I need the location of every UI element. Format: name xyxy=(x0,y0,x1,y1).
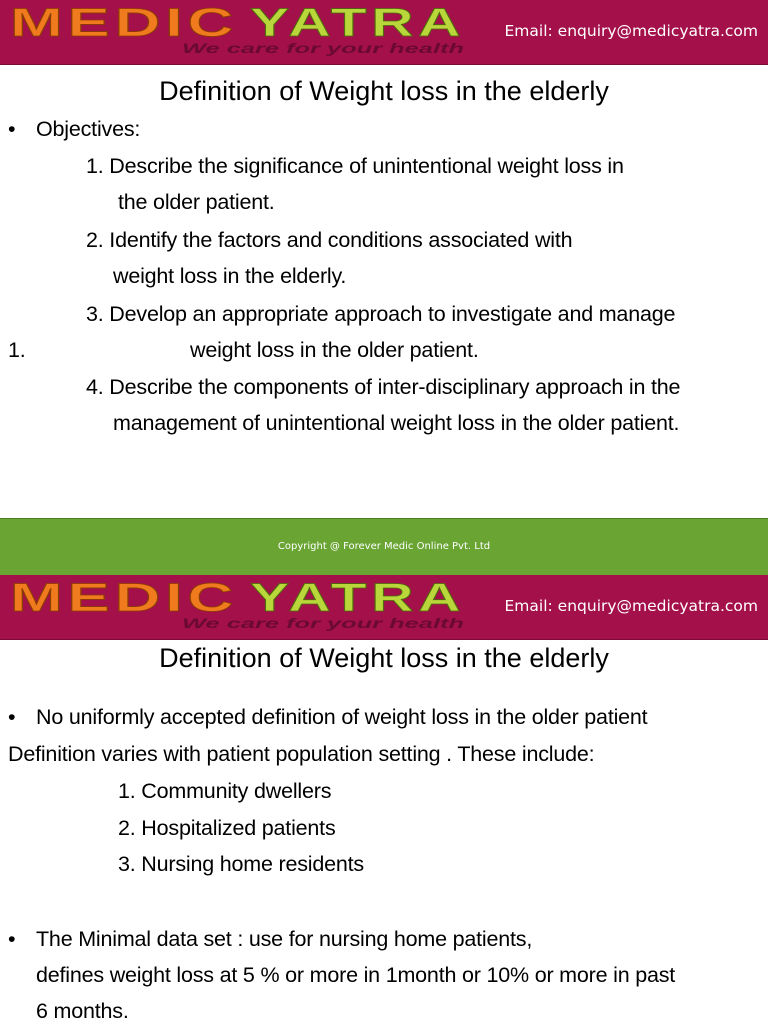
objectives-label: Objectives: xyxy=(36,117,141,141)
bullet-dot: • xyxy=(8,117,16,141)
copyright-text: Copyright @ Forever Medic Online Pvt. Ltd xyxy=(277,541,491,552)
email-contact: Email: enquiry@medicyatra.com xyxy=(504,22,758,40)
objective-3-number: 1. xyxy=(8,338,26,362)
minimal-data-set-end: 6 months. xyxy=(36,999,129,1023)
population-item-1: 1. Community dwellers xyxy=(118,779,332,803)
slide2-title: Definition of Weight loss in the elderly xyxy=(159,643,609,673)
header-banner xyxy=(0,0,768,65)
objective-2-cont: weight loss in the elderly. xyxy=(113,264,347,288)
bullet-dot-3: • xyxy=(8,927,16,951)
email-contact-2: Email: enquiry@medicyatra.com xyxy=(504,597,758,615)
population-item-3: 3. Nursing home residents xyxy=(118,852,364,876)
copyright-footer xyxy=(0,518,768,575)
objective-1: 1. Describe the significance of unintentional weight loss in xyxy=(86,154,624,178)
objective-4: 4. Describe the components of inter-disciplinary approach in the xyxy=(86,375,681,399)
definition-bullet: No uniformly accepted definition of weight loss in the older patient xyxy=(36,705,648,729)
medicyatra-logo-2 xyxy=(10,575,480,639)
header-banner-2 xyxy=(0,575,768,640)
definition-varies-text: Definition varies with patient population setting . These include: xyxy=(8,742,595,766)
bullet-dot-2: • xyxy=(8,705,16,729)
objective-3-cont: weight loss in the older patient. xyxy=(190,338,479,362)
svg-text:YATRA: YATRA xyxy=(250,576,465,620)
objective-2: 2. Identify the factors and conditions associated with xyxy=(86,228,573,252)
slide1-title: Definition of Weight loss in the elderly xyxy=(159,76,609,106)
population-item-2: 2. Hospitalized patients xyxy=(118,816,336,840)
objective-4-cont: management of unintentional weight loss in the older patient. xyxy=(113,411,680,435)
objective-1-cont: the older patient. xyxy=(118,190,275,214)
svg-text:We care for your health: We care for your health xyxy=(182,615,464,631)
svg-text:YATRA: YATRA xyxy=(250,1,465,45)
medicyatra-logo xyxy=(10,0,480,64)
minimal-data-set-bullet: The Minimal data set : use for nursing home patients, xyxy=(36,927,533,951)
svg-text:We care for your health: We care for your health xyxy=(182,40,464,56)
minimal-data-set-cont: defines weight loss at 5 % or more in 1month or 10% or more in past xyxy=(36,963,676,987)
svg-text:MEDIC: MEDIC xyxy=(10,1,238,45)
svg-text:MEDIC: MEDIC xyxy=(10,576,238,620)
objective-3: 3. Develop an appropriate approach to investigate and manage xyxy=(86,302,676,326)
